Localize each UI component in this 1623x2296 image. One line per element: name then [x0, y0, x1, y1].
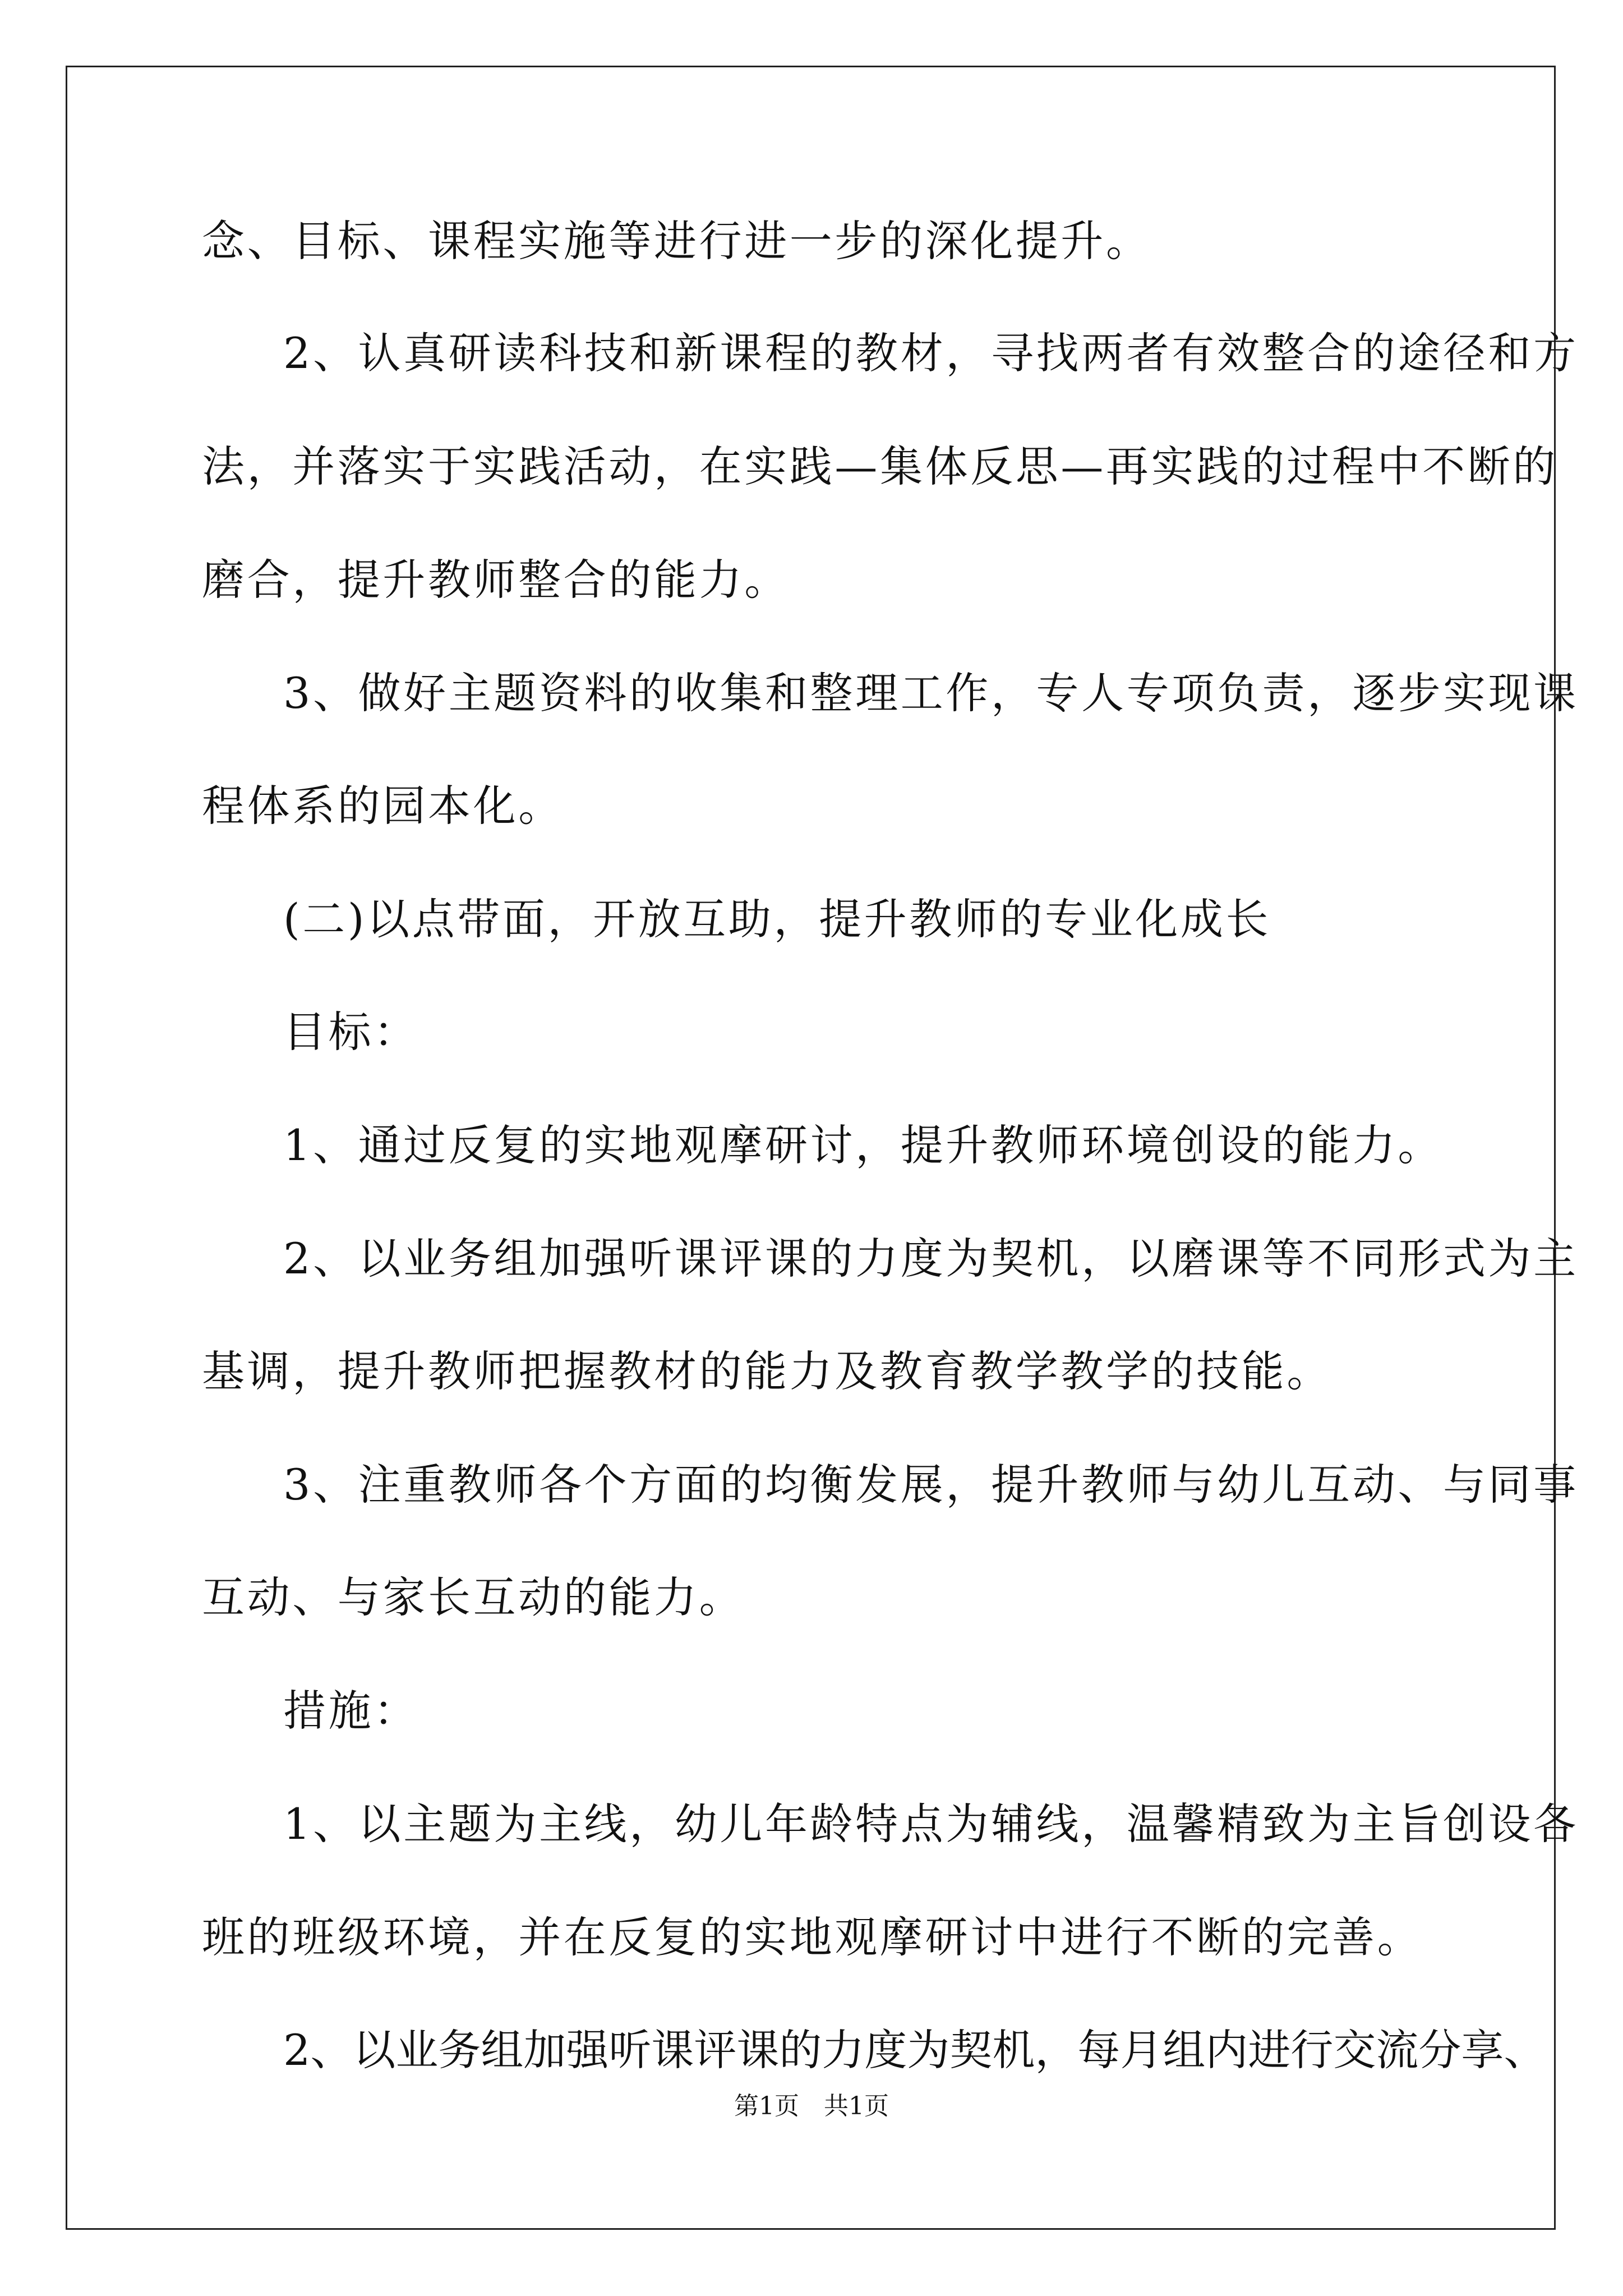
text-line-4: 磨合，提升教师整合的能力。	[202, 555, 790, 605]
section-heading: (二)以点带面，开放互助，提升教师的专业化成长	[283, 894, 1271, 944]
page-number-footer: 第1页 共1页	[734, 2092, 889, 2120]
text-line-11: 基调，提升教师把握教材的能力及教育教学教学的技能。	[202, 1346, 1332, 1396]
text-line-5: 3、做好主题资料的收集和整理工作，专人专项负责，逐步实现课	[283, 668, 1579, 718]
measures-label: 措施：	[283, 1686, 419, 1736]
text-line-10: 2、以业务组加强听课评课的力度为契机，以磨课等不同形式为主	[283, 1234, 1579, 1283]
text-line-1: 念、目标、课程实施等进行进一步的深化提升。	[202, 216, 1151, 266]
text-line-13: 互动、与家长互动的能力。	[202, 1572, 745, 1622]
text-line-17: 2、以业务组加强听课评课的力度为契机，每月组内进行交流分享、	[283, 2025, 1547, 2075]
text-line-12: 3、注重教师各个方面的均衡发展，提升教师与幼儿互动、与同事	[283, 1460, 1579, 1510]
text-line-6: 程体系的园本化。	[202, 781, 564, 831]
text-line-3: 法，并落实于实践活动，在实践—集体反思—再实践的过程中不断的	[202, 441, 1558, 491]
text-line-2: 2、认真研读科技和新课程的教材，寻找两者有效整合的途径和方	[283, 328, 1579, 378]
text-line-15: 1、以主题为主线，幼儿年龄特点为辅线，温馨精致为主旨创设各	[283, 1799, 1579, 1849]
text-line-16: 班的班级环境，并在反复的实地观摩研讨中进行不断的完善。	[202, 1912, 1423, 1962]
goals-label: 目标：	[283, 1007, 419, 1057]
text-line-9: 1、通过反复的实地观摩研讨，提升教师环境创设的能力。	[283, 1120, 1443, 1170]
